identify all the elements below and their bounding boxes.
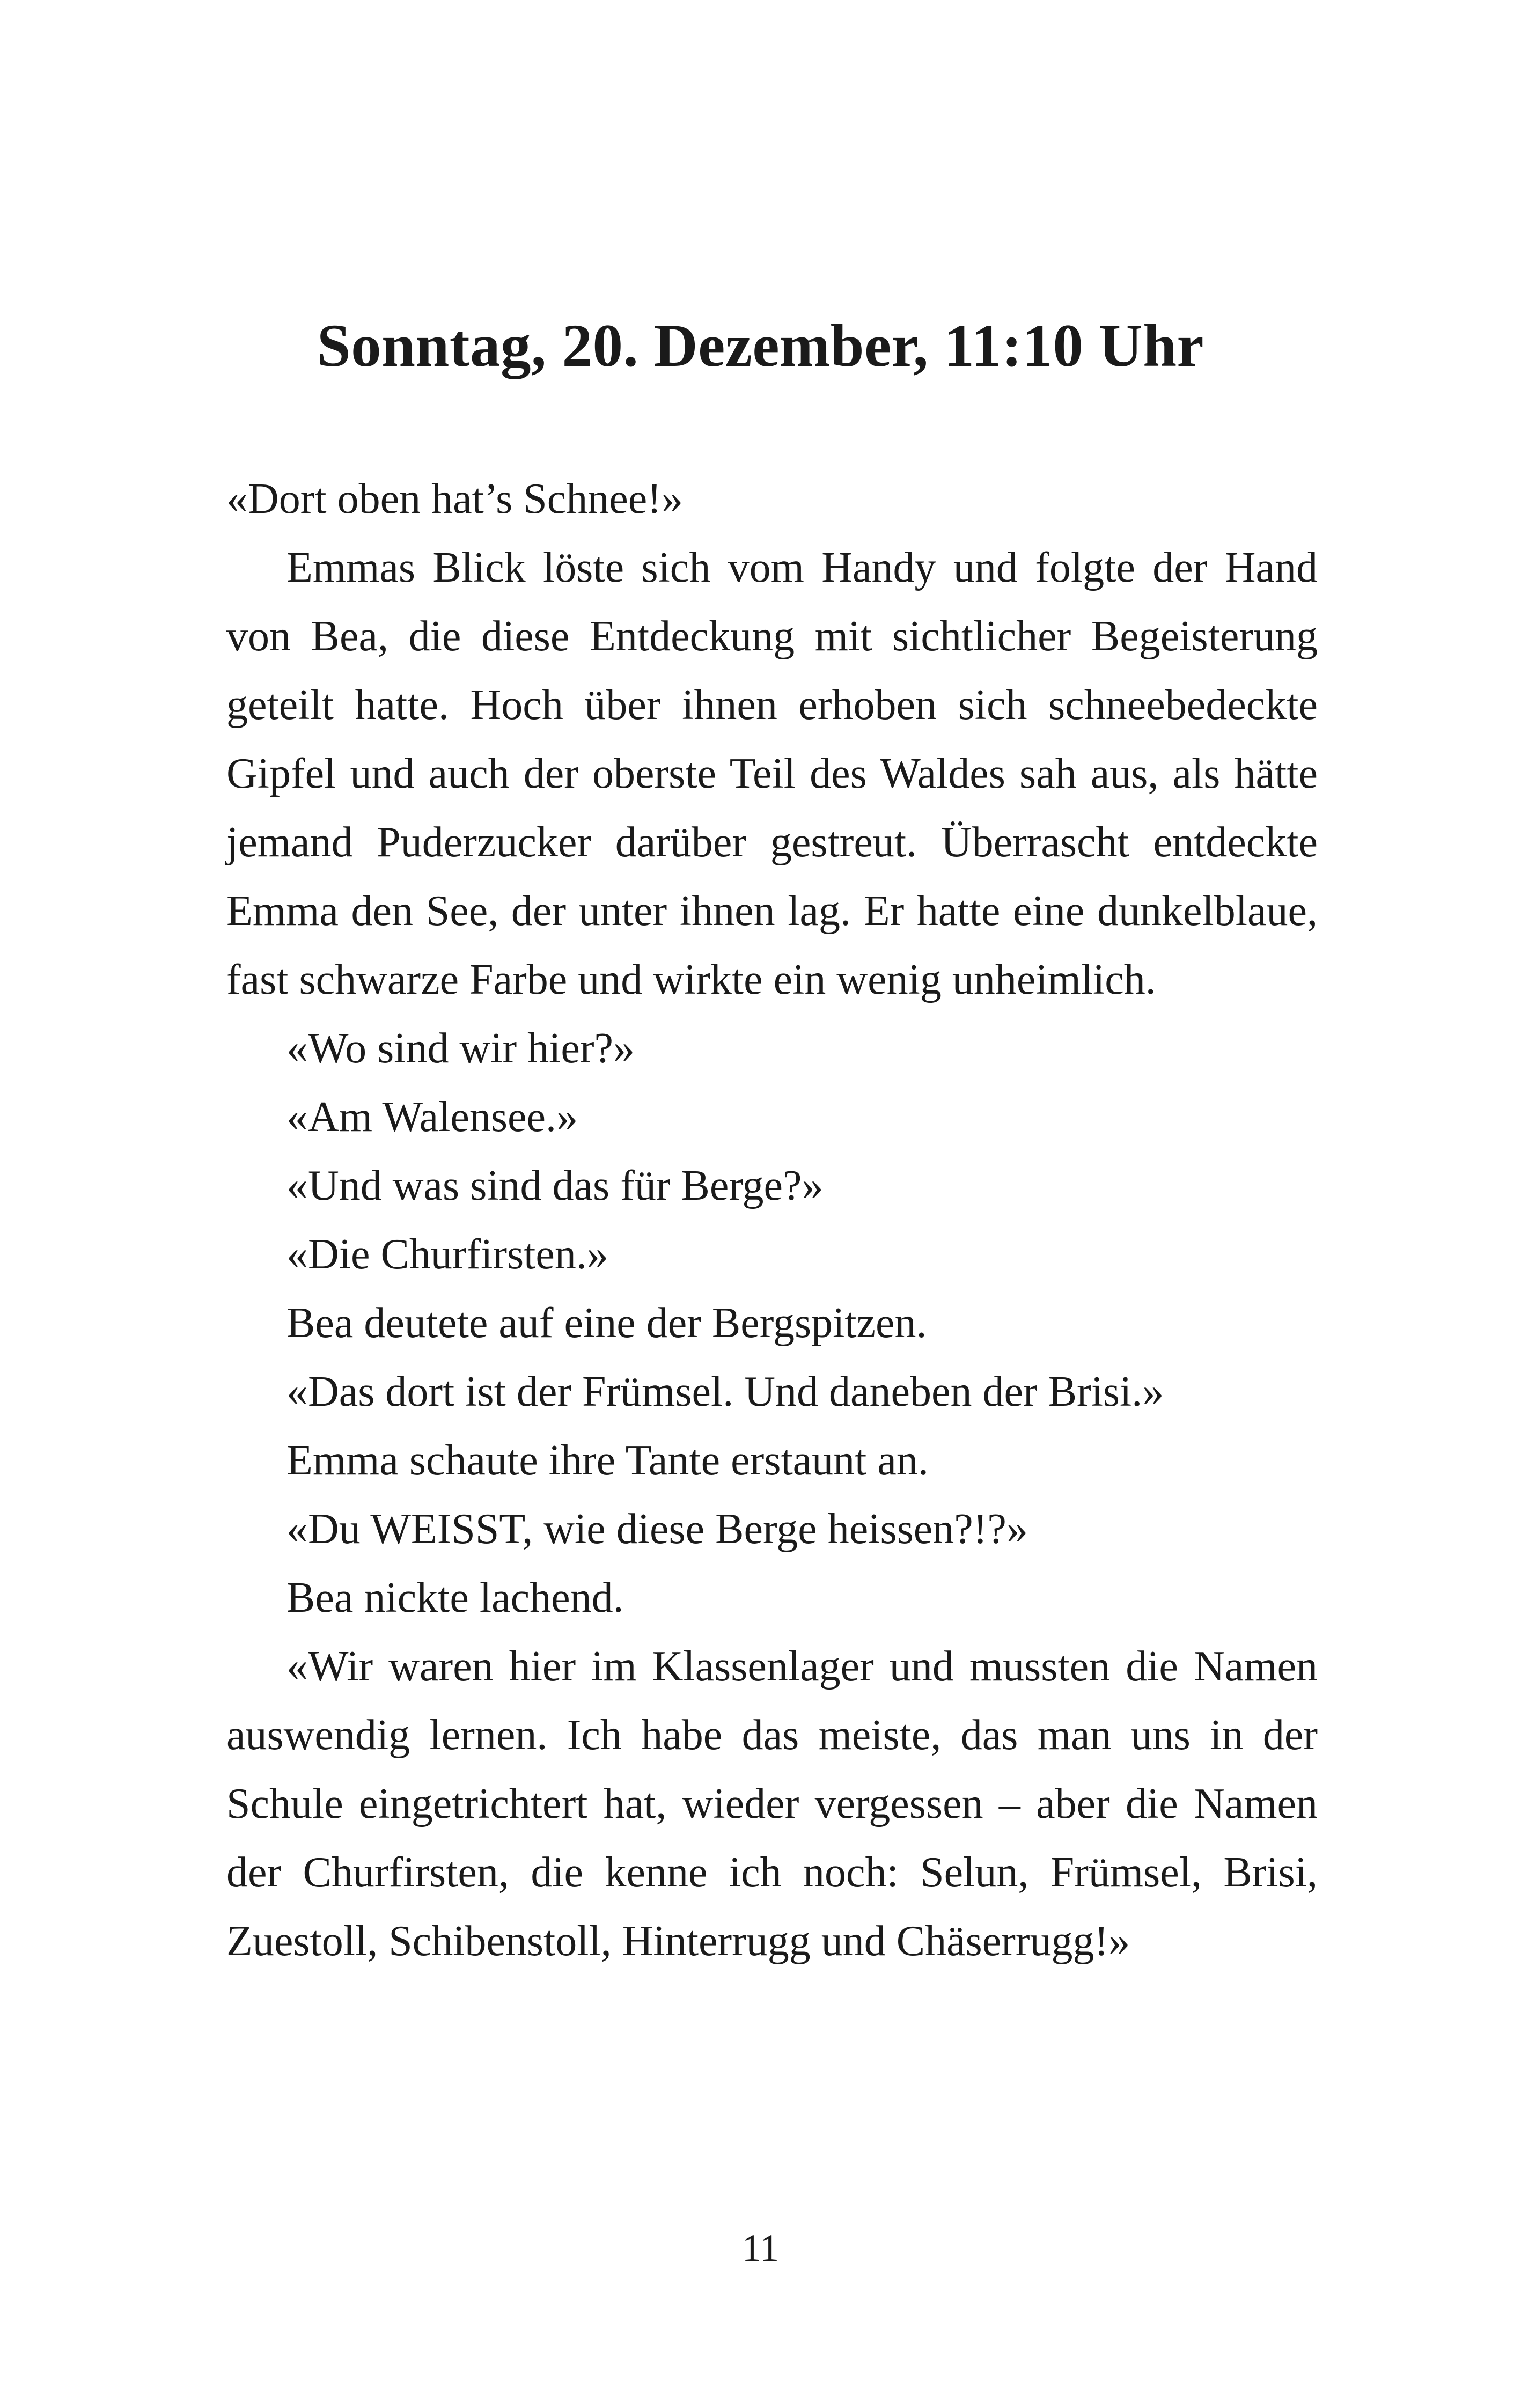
page-number: 11 <box>741 2227 780 2270</box>
paragraph: Bea deutete auf eine der Bergspitzen. <box>286 1300 927 1347</box>
paragraph: «Dort oben hat’s Schnee!» <box>226 475 683 523</box>
paragraph: «Du WEISST, wie diese Berge heissen?!?» <box>286 1506 1028 1553</box>
paragraph: «Die Churfirsten.» <box>286 1231 608 1278</box>
paragraph: «Wir waren hier im Klassenlager und mussten die Namen auswendig lernen. Ich habe das meiste, das man uns in der Schule eingetrichtert hat, wieder vergessen – aber die Namen der Churfirsten, die kenne ich noch: Selun, Frümsel, Brisi, Zuestoll, Schibenstoll, Hinterrugg und Chäserrugg!» <box>226 1643 1318 1965</box>
paragraph: «Wo sind wir hier?» <box>286 1025 635 1072</box>
paragraph: «Das dort ist der Frümsel. Und daneben der Brisi.» <box>286 1368 1164 1415</box>
chapter-title: Sonntag, 20. Dezember, 11:10 Uhr <box>317 312 1204 379</box>
body-text <box>226 465 1318 1976</box>
paragraph: «Am Walensee.» <box>286 1093 578 1141</box>
paragraph: «Und was sind das für Berge?» <box>286 1162 824 1209</box>
paragraph: Emmas Blick löste sich vom Handy und folgte der Hand von Bea, die diese Entdeckung mit sichtlicher Begeisterung geteilt hatte. Hoch über ihnen erhoben sich schneebedeckte Gipfel und auch der oberste Teil des Waldes sah aus, als hätte jemand Puderzucker darüber gestreut. Überrascht entdeckte Emma den See, der unter ihnen lag. Er hatte eine dunkelblaue, fast schwarze Farbe und wirkte ein wenig unheimlich. <box>226 544 1318 1003</box>
paragraph: Bea nickte lachend. <box>286 1574 624 1621</box>
paragraph: Emma schaute ihre Tante erstaunt an. <box>286 1437 929 1484</box>
